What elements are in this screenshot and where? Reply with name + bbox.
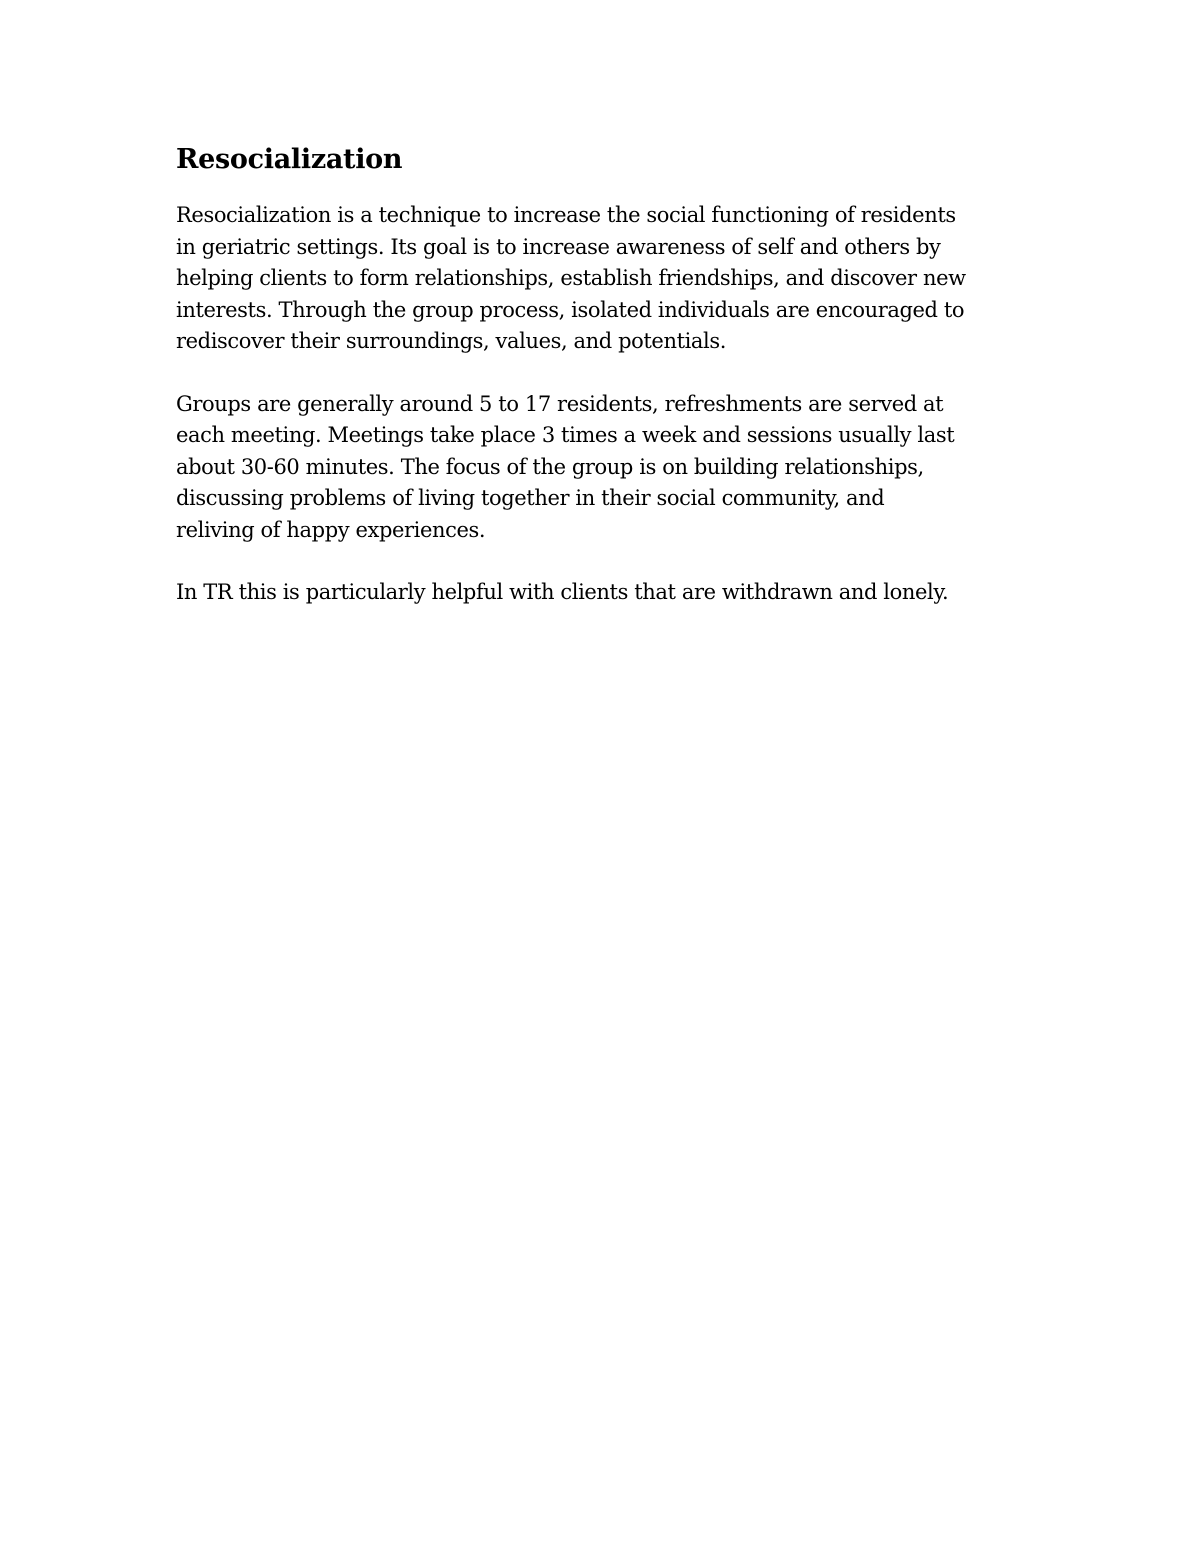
document-title: Resocialization [176, 144, 403, 175]
paragraph-line: helping clients to form relationships, establish friendships, and discover new [176, 266, 966, 290]
paragraph-line: interests. Through the group process, isolated individuals are encouraged to [176, 297, 965, 322]
paragraph-line: Groups are generally around 5 to 17 residents, refreshments are served at [176, 391, 944, 416]
paragraph-line: In TR this is particularly helpful with clients that are withdrawn and lonely. [176, 580, 949, 604]
paragraph-intro [176, 200, 1036, 358]
document-body [176, 140, 1036, 640]
paragraph-line: Resocialization is a technique to increase the social functioning of residents [176, 203, 956, 227]
paragraph-line: rediscover their surroundings, values, and potentials. [176, 329, 727, 353]
paragraph-line: in geriatric settings. Its goal is to increase awareness of self and others by [176, 234, 941, 259]
paragraph-tr [176, 577, 1036, 609]
paragraph-line: discussing problems of living together in their social community, and [176, 486, 885, 510]
paragraph-groups [176, 389, 1036, 547]
paragraph-line: about 30-60 minutes. The focus of the group is on building relationships, [176, 454, 924, 479]
paragraph-line: each meeting. Meetings take place 3 times a week and sessions usually last [176, 423, 955, 447]
paragraph-line: reliving of happy experiences. [176, 517, 486, 542]
